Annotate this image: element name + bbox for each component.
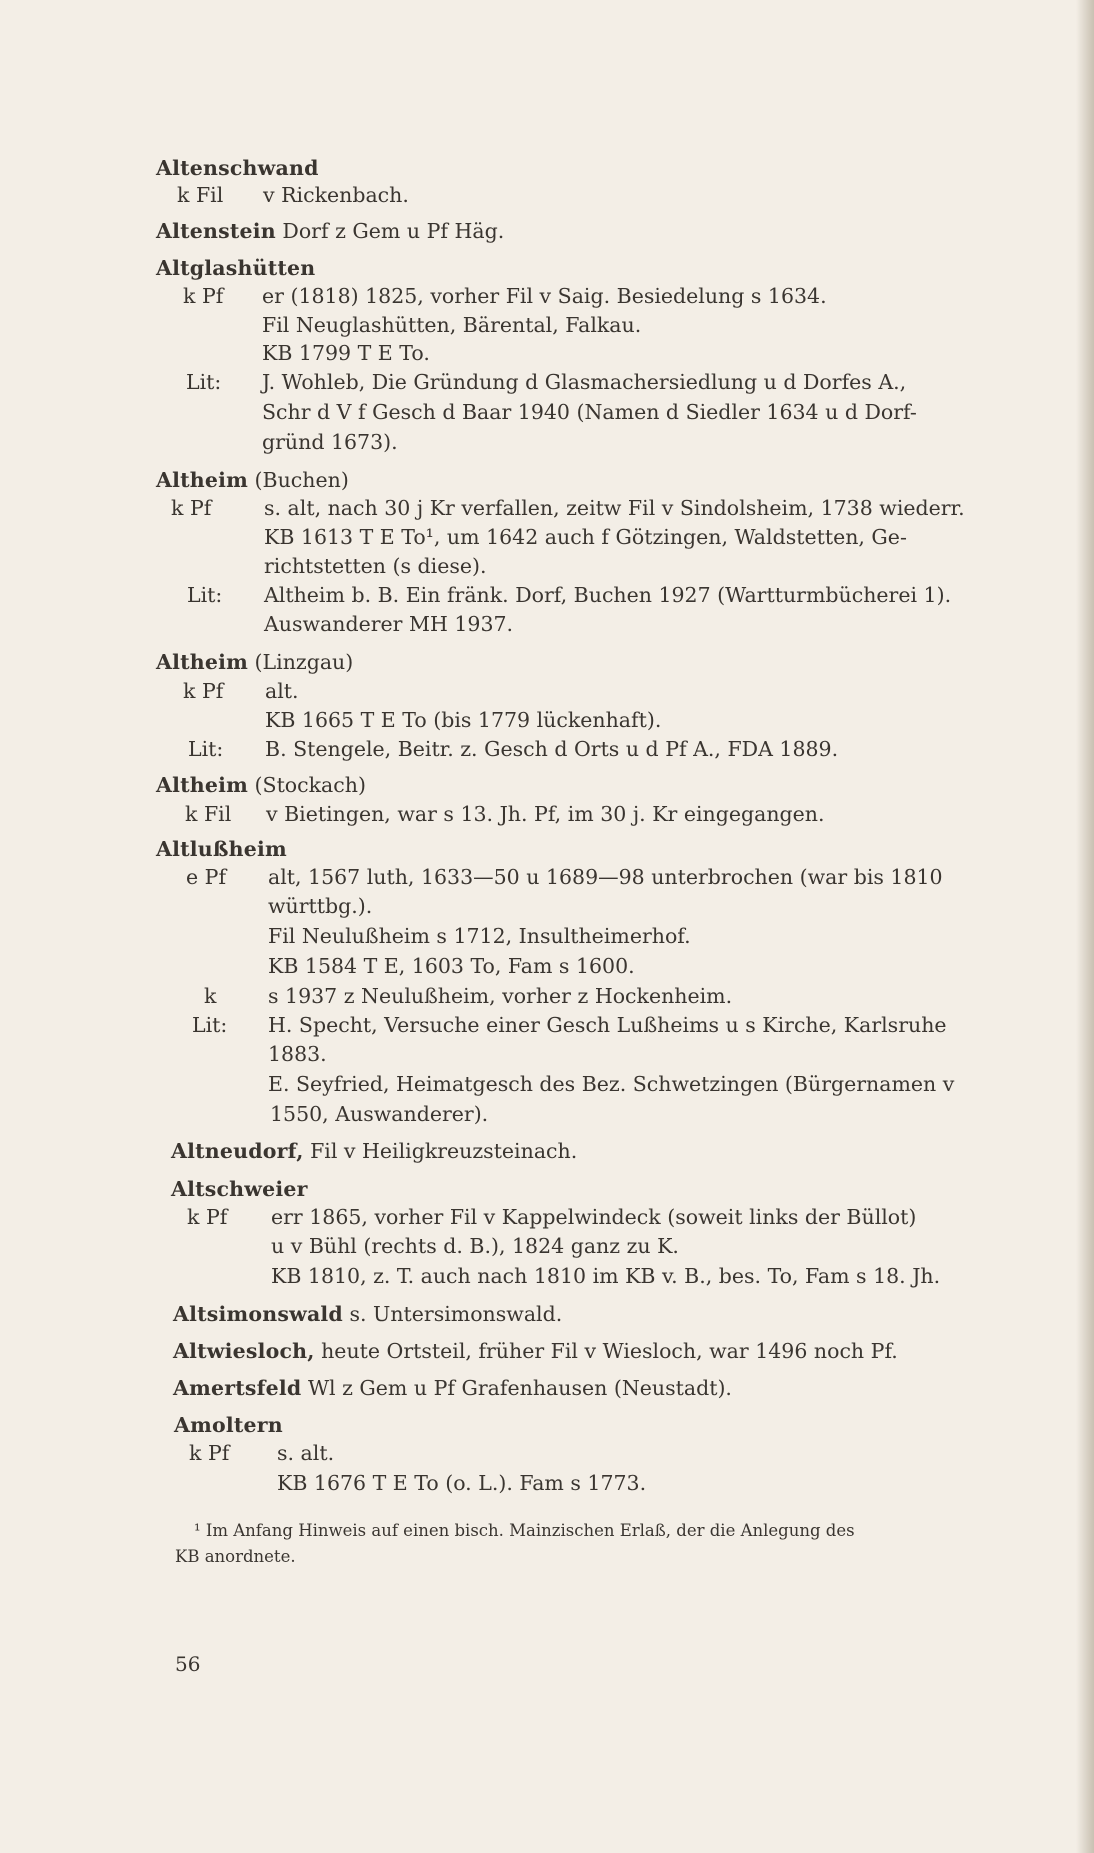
footnote-line: ¹ Im Anfang Hinweis auf einen bisch. Mainzischen Erlaß, der die Anlegung des — [194, 1521, 855, 1540]
entry-heading-amoltern: Amoltern — [174, 1413, 283, 1437]
entry-text: s. alt, nach 30 j Kr verfallen, zeitw Fil v Sindolsheim, 1738 wiederr. — [264, 496, 965, 520]
lit-label: Lit: — [186, 370, 222, 394]
lit-text: 1550, Auswanderer). — [270, 1102, 489, 1126]
lit-text: gründ 1673). — [262, 430, 398, 454]
entry-row — [156, 677, 1064, 705]
entry-label: k Pf — [171, 496, 212, 520]
entry-heading: Altsimonswald — [173, 1302, 343, 1326]
entry-row — [156, 1040, 1064, 1068]
entry-row — [156, 982, 1064, 1010]
entry-text: KB 1810, z. T. auch nach 1810 im KB v. B., bes. To, Fam s 18. Jh. — [271, 1264, 941, 1288]
lit-text: E. Seyfried, Heimatgesch des Bez. Schwetzingen (Bürgernamen v — [268, 1072, 955, 1096]
entry-heading: Altheim — [156, 468, 248, 492]
entry-row — [156, 181, 1064, 209]
entry-heading: Altheim — [156, 650, 248, 674]
entry-text: KB 1665 T E To (bis 1779 lückenhaft). — [265, 708, 662, 732]
entry-label: k Pf — [183, 679, 224, 703]
entry-text: richtstetten (s diese). — [264, 554, 487, 578]
entry-text: s. alt. — [277, 1441, 335, 1465]
entry-text: KB 1676 T E To (o. L.). Fam s 1773. — [277, 1471, 647, 1495]
entry-text: Fil v Heiligkreuzsteinach. — [310, 1139, 578, 1163]
entry-row — [156, 494, 1064, 522]
entry-row — [156, 282, 1064, 310]
entry-text: alt. — [265, 679, 299, 703]
entry-text: Fil Neuglashütten, Bärental, Falkau. — [262, 313, 642, 337]
entry-text: KB 1799 T E To. — [262, 341, 430, 365]
entry-row — [156, 610, 1064, 638]
entry-row — [174, 1469, 1064, 1497]
entry-text: Wl z Gem u Pf Grafenhausen (Neustadt). — [307, 1376, 732, 1400]
entry-altwiesloch — [173, 1337, 1064, 1365]
entry-row — [156, 1100, 1064, 1128]
entry-label: k Fil — [177, 183, 224, 207]
entry-heading-altlussheim: Altlußheim — [156, 837, 287, 861]
entry-row — [156, 552, 1064, 580]
entry-row — [156, 892, 1064, 920]
entry-heading-altschweier: Altschweier — [171, 1177, 308, 1201]
entry-row — [171, 1262, 1064, 1290]
entry-row — [156, 863, 1064, 891]
entry-row — [156, 922, 1064, 950]
entry-heading-altglashuetten: Altglashütten — [156, 256, 316, 280]
entry-altheim-linzgau — [156, 648, 1064, 676]
entry-text: er (1818) 1825, vorher Fil v Saig. Besiedelung s 1634. — [262, 284, 827, 308]
entry-heading: Amertsfeld — [173, 1376, 302, 1400]
entry-region: (Buchen) — [254, 468, 349, 492]
entry-row — [171, 1232, 1064, 1260]
lit-text: J. Wohleb, Die Gründung d Glasmachersiedlung u d Dorfes A., — [262, 370, 907, 394]
page-number: 56 — [175, 1652, 201, 1676]
entry-row — [156, 1070, 1064, 1098]
entry-altsimonswald — [173, 1300, 1064, 1328]
lit-text: Altheim b. B. Ein fränk. Dorf, Buchen 1927 (Wartturmbücherei 1). — [264, 583, 952, 607]
entry-row — [156, 735, 1064, 763]
entry-text: württbg.). — [268, 894, 373, 918]
entry-row — [156, 706, 1064, 734]
entry-row — [156, 339, 1064, 367]
entry-text: heute Ortsteil, früher Fil v Wiesloch, war 1496 noch Pf. — [321, 1339, 898, 1363]
entry-row — [156, 1011, 1064, 1039]
lit-text: Auswanderer MH 1937. — [264, 612, 514, 636]
entry-row — [156, 952, 1064, 980]
entry-text: u v Bühl (rechts d. B.), 1824 ganz zu K. — [271, 1234, 679, 1258]
entry-heading-altenschwand: Altenschwand — [156, 156, 319, 180]
entry-heading: Altneudorf, — [171, 1139, 304, 1163]
entry-text: Fil Neulußheim s 1712, Insultheimerhof. — [268, 924, 691, 948]
entry-label: k Pf — [187, 1205, 228, 1229]
entry-heading: Altenstein — [156, 219, 276, 243]
entry-row — [156, 800, 1064, 828]
entry-row — [174, 1439, 1064, 1467]
entry-heading: Altwiesloch, — [173, 1339, 315, 1363]
entry-heading: Altheim — [156, 773, 248, 797]
entry-row — [156, 428, 1064, 456]
entry-label: k Fil — [185, 802, 232, 826]
lit-text: H. Specht, Versuche einer Gesch Lußheims u s Kirche, Karlsruhe — [268, 1013, 947, 1037]
entry-text: s 1937 z Neulußheim, vorher z Hockenheim. — [268, 984, 733, 1008]
entry-region: (Linzgau) — [254, 650, 354, 674]
entry-row — [156, 368, 1064, 396]
entry-altheim-buchen — [156, 466, 1064, 494]
entry-row — [156, 523, 1064, 551]
entry-row — [156, 581, 1064, 609]
lit-label: Lit: — [192, 1013, 228, 1037]
entry-text: Dorf z Gem u Pf Häg. — [282, 219, 505, 243]
entry-text: err 1865, vorher Fil v Kappelwindeck (soweit links der Büllot) — [271, 1205, 917, 1229]
entry-text: s. Untersimonswald. — [349, 1302, 563, 1326]
entry-altneudorf — [171, 1137, 1064, 1165]
entry-altheim-stockach — [156, 771, 1064, 799]
entry-text: v Rickenbach. — [263, 183, 409, 207]
entry-row — [156, 311, 1064, 339]
lit-text: B. Stengele, Beitr. z. Gesch d Orts u d Pf A., FDA 1889. — [265, 737, 839, 761]
entry-amertsfeld — [173, 1374, 1064, 1402]
lit-label: Lit: — [188, 737, 224, 761]
entry-label: k Pf — [189, 1441, 230, 1465]
entry-text: v Bietingen, war s 13. Jh. Pf, im 30 j. Kr eingegangen. — [266, 802, 825, 826]
entry-label: k Pf — [183, 284, 224, 308]
entry-text: KB 1613 T E To¹, um 1642 auch f Götzingen, Waldstetten, Ge- — [264, 525, 907, 549]
entry-text: KB 1584 T E, 1603 To, Fam s 1600. — [268, 954, 635, 978]
footnote-line: KB anordnete. — [175, 1547, 296, 1566]
entry-label: e Pf — [186, 865, 227, 889]
entry-row — [156, 398, 1064, 426]
entry-altenstein — [156, 217, 1064, 245]
lit-text: 1883. — [268, 1042, 327, 1066]
lit-label: Lit: — [187, 583, 223, 607]
entry-text: alt, 1567 luth, 1633—50 u 1689—98 unterbrochen (war bis 1810 — [268, 865, 943, 889]
k-label: k — [204, 984, 217, 1008]
entry-row — [171, 1203, 1064, 1231]
lit-text: Schr d V f Gesch d Baar 1940 (Namen d Siedler 1634 u d Dorf- — [262, 400, 917, 424]
entry-region: (Stockach) — [254, 773, 366, 797]
